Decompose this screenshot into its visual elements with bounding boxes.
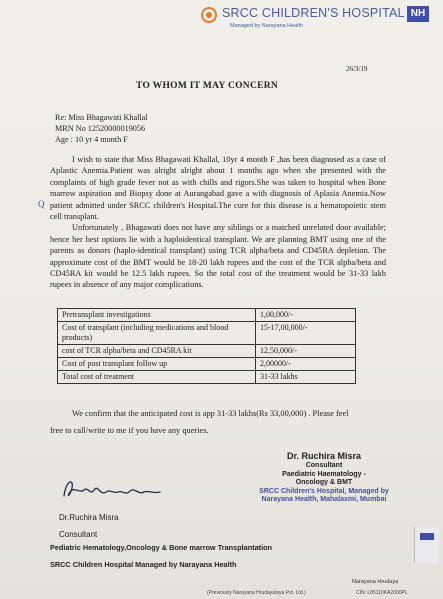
cost-value: 1,00,000/- [256,309,356,322]
table-row [58,345,356,358]
cost-value: 2,00000/- [256,358,356,371]
letter-body [50,154,386,291]
paragraph-diagnosis: I wish to state that Miss Bhagawati Khallal, 10yr 4 month F ,has been diagnosed as a case of Aplastic Anemia.Patient was alright alright about 1 months ago when she presented with the complaints of high grade fever not as with chills and rigors.She was taken to hospital when Bone marrow aspiration and Biopsy done at Aurangabad gave a with diagnosis of Aplasia Anemia.Now patient admitted under SRCC children's Hospital.The cure for this disease is a hematopoietic stem cell transplant. [50,155,386,222]
cost-value: 15-17,00,000/- [256,322,356,345]
footer-brand: Narayana Hrudaya [352,579,399,585]
stamp-dept: Paediatric Haematology - [282,470,366,478]
nh-corner-logo-icon [414,527,439,563]
cost-item: Cost of transplant (including medications and blood products) [58,322,256,345]
cost-item: Pretransplant investigations [58,309,256,322]
cost-item: Cost of post transplant follow up [58,358,256,371]
stamp-name: Dr. Ruchira Misra [286,451,362,461]
department-info [50,531,272,572]
margin-mark: Q [38,199,45,209]
footer-cin: CIN: L85110KA2000PL [356,590,408,596]
cost-item: Total cost of treatment [58,371,256,384]
managed-by-text: Managed by Narayana Health [230,23,304,29]
handwritten-signature [60,474,170,504]
stamp-hospital: Narayana Health, Mahalaxmi, Mumbai [261,496,387,504]
hospital-logo-icon [201,7,217,23]
patient-details [55,112,148,145]
age-line: Age : 10 yr 4 month F [55,135,128,144]
cost-table [57,308,356,384]
stamp-title: Consultant [305,462,343,469]
cost-value: 31-33 lakhs [256,371,356,384]
footer-previous-name: (Previously Narayana Hrudayalaya Pvt. Ltd.) [207,590,306,596]
closing-text [50,405,395,439]
stamp-hospital: SRCC Children's Hospital, Managed by [259,487,389,495]
nh-logo: NH [407,6,429,22]
table-row [58,358,356,371]
table-row [58,322,356,345]
doctor-stamp [244,450,404,505]
closing-line: We confirm that the anticipated cost is app 31-33 lakhs(Rs 33,00,000) . Please feel [72,409,349,418]
letter-heading: TO WHOM IT MAY CONCERN [136,81,279,91]
stamp-dept: Oncology & BMT [295,479,353,487]
table-row [58,371,356,384]
letter-date: 26/3/19 [346,65,368,73]
cost-value: 12,50,000/- [256,345,356,358]
mrn-line: MRN No 12520000019056 [55,124,146,133]
signatory-title: Consultant [59,530,98,539]
cost-item: cost of TCR alpha/beta and CD45RA kit [58,345,256,358]
signatory-name: Dr.Ruchira Misra [59,513,119,522]
department-line: Pediatric Hematology,Oncology & Bone marrow Transplantation [50,543,273,552]
hospital-name: SRCC CHILDREN'S HOSPITAL [222,6,405,20]
paragraph-treatment: Unfortunately , Bhagawati does not have any siblings or a matched unrelated door available; hence her best options lie with a haploidentical transplant. We are planning BMT using one of the parents as donors (haplo-identical transplant) using TCR alpha/beta and CD45RA depletion. The approximate cost of the BMT would be 18-20 lakh rupees and the cost of the TCR alpha/beta and CD45RA kit would be 12.5 lakh rupees. So the total cost of the treatment would be 31-33 lakh rupees in absence of any major complications. [50,223,386,290]
hospital-line: SRCC Children Hospital Managed by Narayana Health [50,560,237,569]
table-row [58,309,356,322]
re-line: Re: Miss Bhagawati Khallal [55,113,148,122]
closing-line: free to call/write to me if you have any queries. [50,426,209,435]
